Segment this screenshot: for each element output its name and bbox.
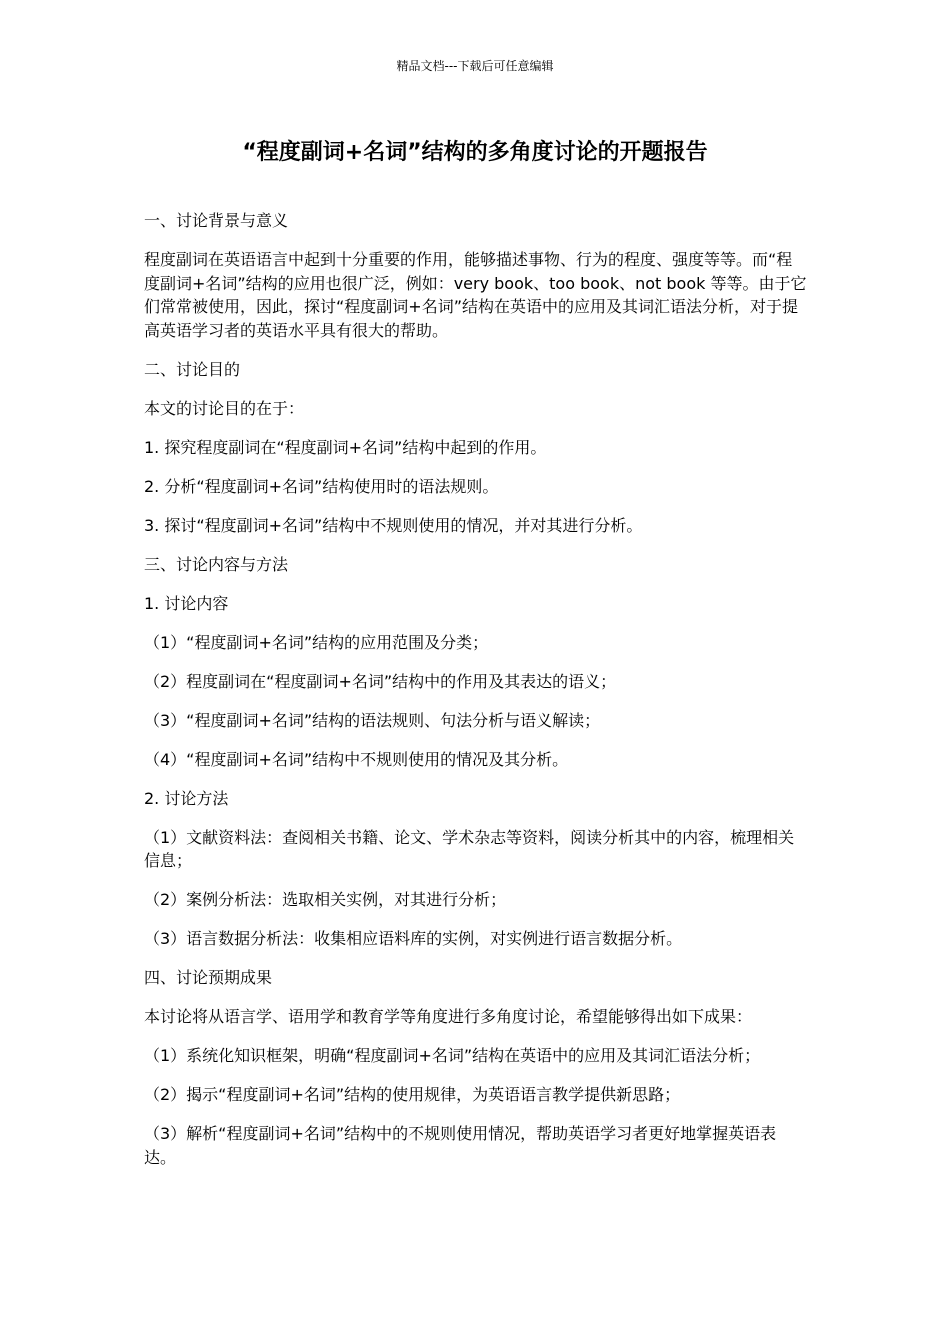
paragraph-outcomes-intro: 本讨论将从语言学、语用学和教育学等角度进行多角度讨论，希望能够得出如下成果： [144,1007,753,1026]
subheading-content: 1. 讨论内容 [144,593,229,613]
section-heading-content-method: 三、讨论内容与方法 [144,554,289,574]
list-item-content-1: （1）“程度副词+名词”结构的应用范围及分类； [144,632,489,652]
section-heading-purpose: 二、讨论目的 [144,359,241,379]
list-item-content-2: （2）程度副词在“程度副词+名词”结构中的作用及其表达的语义； [144,671,617,691]
document-body [144,209,808,1185]
subheading-method: 2. 讨论方法 [144,788,229,808]
section-heading-background: 一、讨论背景与意义 [144,211,289,230]
paragraph-purpose-intro: 本文的讨论目的在于： [144,398,305,418]
list-item-purpose-2: 2. 分析“程度副词+名词”结构使用时的语法规则。 [144,476,499,496]
list-item-content-4: （4）“程度副词+名词”结构中不规则使用的情况及其分析。 [144,749,569,769]
list-item-purpose-1: 1. 探究程度副词在“程度副词+名词”结构中起到的作用。 [144,437,547,457]
list-item-content-3: （3）“程度副词+名词”结构的语法规则、句法分析与语义解读； [144,710,601,730]
page-header: 精品文档---下载后可任意编辑 [396,59,554,73]
list-item-outcome-1: （1）系统化知识框架，明确“程度副词+名词”结构在英语中的应用及其词汇语法分析； [144,1046,761,1065]
section-heading-outcomes: 四、讨论预期成果 [144,968,273,987]
list-item-method-3: （3）语言数据分析法：收集相应语料库的实例，对实例进行语言数据分析。 [144,929,683,948]
list-item-purpose-3: 3. 探讨“程度副词+名词”结构中不规则使用的情况，并对其进行分析。 [144,515,643,535]
document-title: “程度副词+名词”结构的多角度讨论的开题报告 [242,140,708,165]
paragraph-background: 程度副词在英语语言中起到十分重要的作用，能够描述事物、行为的程度、强度等等。而“程度副词+名词”结构的应用也很广泛，例如：very book、too book、not book 等等。由于它们常常被使用，因此，探讨“程度副词+名词”结构在英语中的应用及其词汇语法分析，对于提高英语学习者的英语水平具有很大的帮助。 [144,250,807,340]
list-item-outcome-3: （3）解析“程度副词+名词”结构中的不规则使用情况，帮助英语学习者更好地掌握英语表达。 [144,1124,777,1167]
list-item-method-1: （1）文献资料法：查阅相关书籍、论文、学术杂志等资料，阅读分析其中的内容，梳理相关信息； [144,827,795,870]
list-item-method-2: （2）案例分析法：选取相关实例，对其进行分析； [144,890,507,909]
list-item-outcome-2: （2）揭示“程度副词+名词”结构的使用规律，为英语语言教学提供新思路； [144,1085,681,1104]
